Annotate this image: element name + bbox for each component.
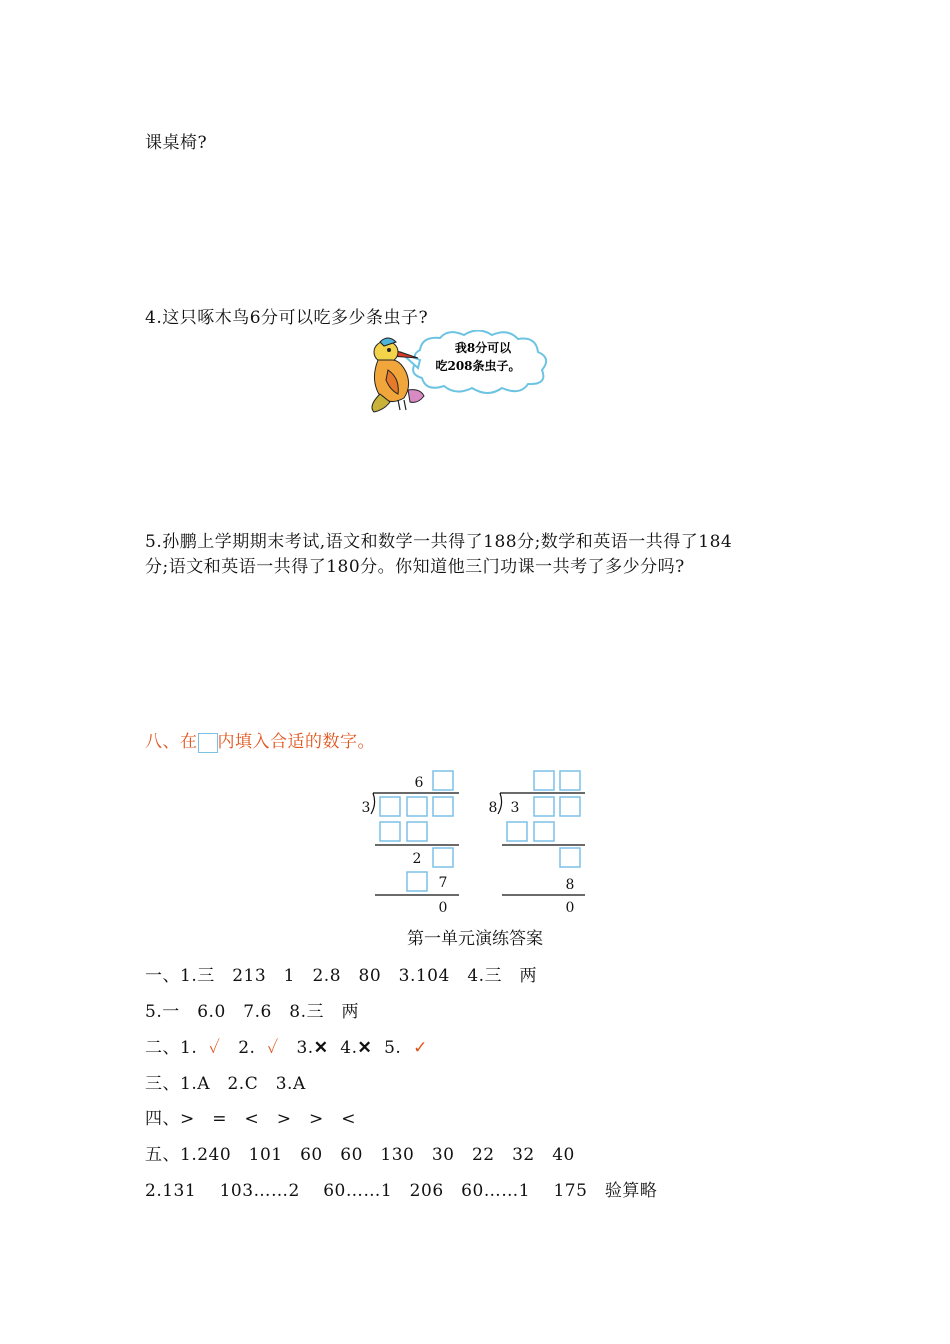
partial-digit: 2 [412,851,422,867]
bubble-line-1: 我8分可以 [454,341,512,355]
division-bracket [371,793,459,814]
division-puzzles [355,768,595,918]
answer-3-num: 5. [384,1038,402,1058]
blank-box[interactable] [507,822,527,841]
blank-box[interactable] [560,848,580,867]
blank-box[interactable] [380,797,400,816]
answer-line-6: 五、1.240 101 60 60 130 30 22 32 40 [145,1145,575,1165]
blank-box[interactable] [407,797,427,816]
blank-box[interactable] [560,771,580,790]
check-icon: ✓ [413,1038,428,1058]
woodpecker-illustration [360,330,585,420]
check-icon: ✓ [209,1038,221,1058]
divisor: 3 [361,800,371,816]
blank-box[interactable] [407,822,427,841]
blank-box[interactable] [433,848,453,867]
blank-box[interactable] [560,797,580,816]
answer-line-7: 2.131 103……2 60……1 206 60……1 175 验算略 [145,1181,658,1201]
remainder: 0 [438,900,448,916]
answer-3-num: 3. [296,1038,314,1058]
bubble-line-2: 吃208条虫子。 [435,359,521,373]
answer-box-icon [198,733,218,753]
answer-line-1: 一、1.三 213 1 2.8 80 3.104 4.三 两 [145,966,538,986]
question-5-line-1: 5.孙鹏上学期期末考试,语文和数学一共得了188分;数学和英语一共得了184 [145,532,733,552]
answer-line-5: 四、> = < > > < [145,1109,356,1129]
question-4: 4.这只啄木鸟6分可以吃多少条虫子? [145,308,429,328]
answer-line-3 [145,1033,428,1058]
check-icon: ✓ [267,1038,279,1058]
section-8-heading [145,727,375,753]
answers-title: 第一单元演练答案 [407,929,543,949]
divisor: 8 [488,800,498,816]
blank-box[interactable] [380,822,400,841]
blank-box[interactable] [433,797,453,816]
blank-box[interactable] [407,872,427,891]
section-8-suffix: 内填入合适的数字。 [217,732,375,752]
subtract-digit: 7 [438,875,448,891]
answer-3-prefix: 二、1. [145,1038,198,1058]
subtract-digit: 8 [565,877,575,893]
blank-box[interactable] [534,797,554,816]
blank-box[interactable] [534,822,554,841]
question-3-tail: 课桌椅? [145,133,208,153]
blank-box[interactable] [433,771,453,790]
question-5-line-2: 分;语文和英语一共得了180分。你知道他三门功课一共考了多少分吗? [145,557,685,577]
answer-3-num: 4. [340,1038,358,1058]
blank-box[interactable] [534,771,554,790]
quotient-digit: 6 [414,775,424,791]
dividend-digit: 3 [510,800,520,816]
remainder: 0 [565,900,575,916]
answer-line-2: 5.一 6.0 7.6 8.三 两 [145,1002,360,1022]
answer-line-4: 三、1.A 2.C 3.A [145,1074,306,1094]
cross-icon: ✕ [313,1038,329,1058]
answer-3-num: 2. [238,1038,256,1058]
speech-bubble [400,331,546,394]
cross-icon: ✕ [357,1038,373,1058]
section-8-prefix: 八、在 [145,732,198,752]
